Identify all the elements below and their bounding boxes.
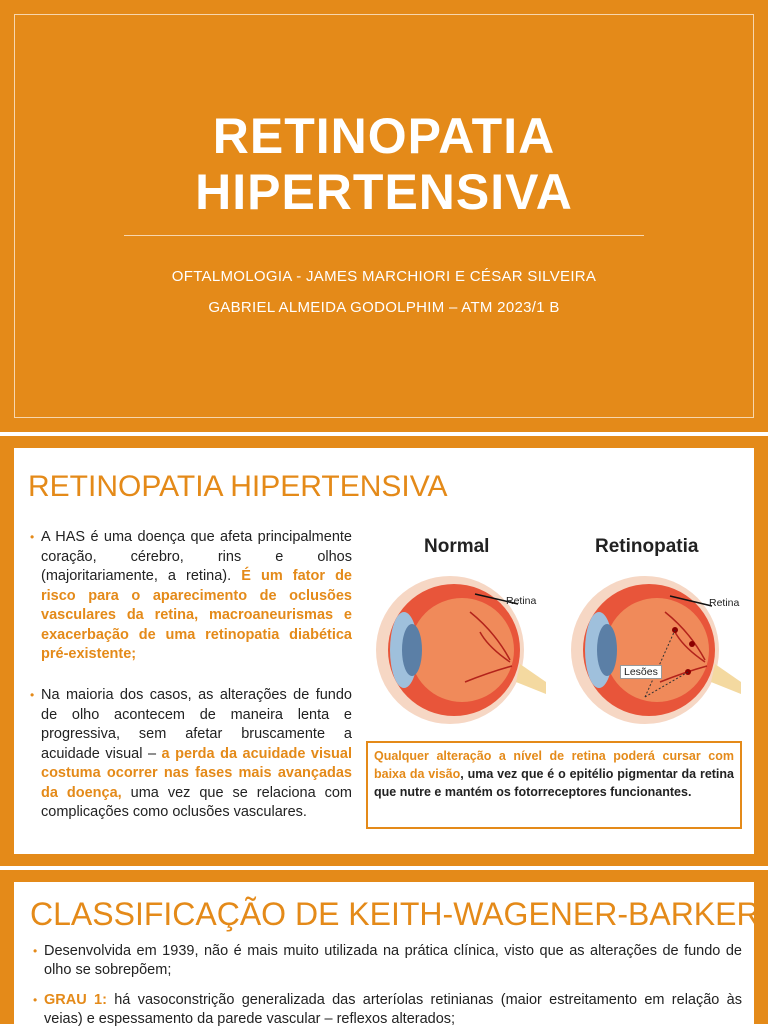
content-panel — [14, 448, 754, 854]
title-line-1: RETINOPATIA — [212, 108, 556, 164]
bullet-text: A HAS é uma doença que afeta principalmente coração, cérebro, rins e olhos (majoritariamente, a retina). — [41, 529, 352, 584]
bullet-icon: • — [33, 993, 38, 1007]
label-normal: Normal — [424, 536, 490, 557]
bullet-highlight: a perda da acuidade visual costuma ocorrer nas fases mais avançadas da doença, — [41, 745, 353, 801]
title-line-2: HIPERTENSIVA — [195, 164, 573, 220]
bullet-text: há vasoconstrição generalizada das arteríolas retinianas (maior estreitamento em relação às veias) e espessamento da parede vascular – reflexos alterados; — [44, 992, 742, 1027]
eye-anatomy-figure — [370, 532, 750, 732]
bullet-text: Desenvolvida em 1939, não é mais muito utilizada na prática clínica, visto que as alterações de fundo de olho se sobrepõem; — [44, 943, 742, 978]
subtitle-line-2: GABRIEL ALMEIDA GODOLPHIM – ATM 2023/1 B — [208, 299, 560, 316]
bullet-item — [33, 942, 742, 980]
label-retinopatia: Retinopatia — [595, 536, 699, 557]
content-slide-2 — [0, 870, 768, 1027]
info-box — [366, 741, 742, 829]
label-retina-retinopatia: Retina — [709, 597, 740, 609]
label-lesoes: Lesões — [620, 665, 662, 679]
bullet-highlight: É um fator de risco para o aparecimento de oclusões vasculares da retina, macroaneurismas e exacerbação de uma retinopatia diabética pré-existente; — [41, 568, 352, 662]
bullet-icon: • — [30, 688, 35, 702]
content-panel — [14, 882, 760, 1027]
bullet-icon: • — [30, 530, 35, 544]
bullet-text: Na maioria dos casos, as alterações de fundo de olho acontecem de maneira lenta e progressiva, sem afetar bruscamente a acuidade visual – — [41, 687, 352, 762]
info-text: , uma vez que é o epitélio pigmentar da retina que nutre e mantém os fotorreceptores funcionantes. — [374, 767, 734, 799]
info-highlight: Qualquer alteração a nível de retina poderá cursar com baixa da visão — [374, 749, 734, 781]
bullet-item — [30, 686, 353, 823]
content-slide-1 — [0, 436, 768, 866]
bullet-item — [30, 528, 352, 665]
bullet-label: GRAU 1: — [44, 992, 107, 1008]
bullet-icon: • — [33, 944, 38, 958]
title-slide — [0, 0, 768, 432]
label-retina-normal: Retina — [506, 595, 537, 607]
slide-heading: CLASSIFICAÇÃO DE KEITH-WAGENER-BARKER — [30, 896, 760, 932]
slide-heading: RETINOPATIA HIPERTENSIVA — [28, 470, 448, 503]
subtitle-line-1: OFTALMOLOGIA - JAMES MARCHIORI E CÉSAR SILVEIRA — [171, 268, 597, 285]
bullet-text: uma vez que se relaciona com complicações como oclusões vasculares. — [41, 784, 352, 820]
bullet-item — [33, 991, 742, 1029]
title-divider — [124, 235, 644, 236]
